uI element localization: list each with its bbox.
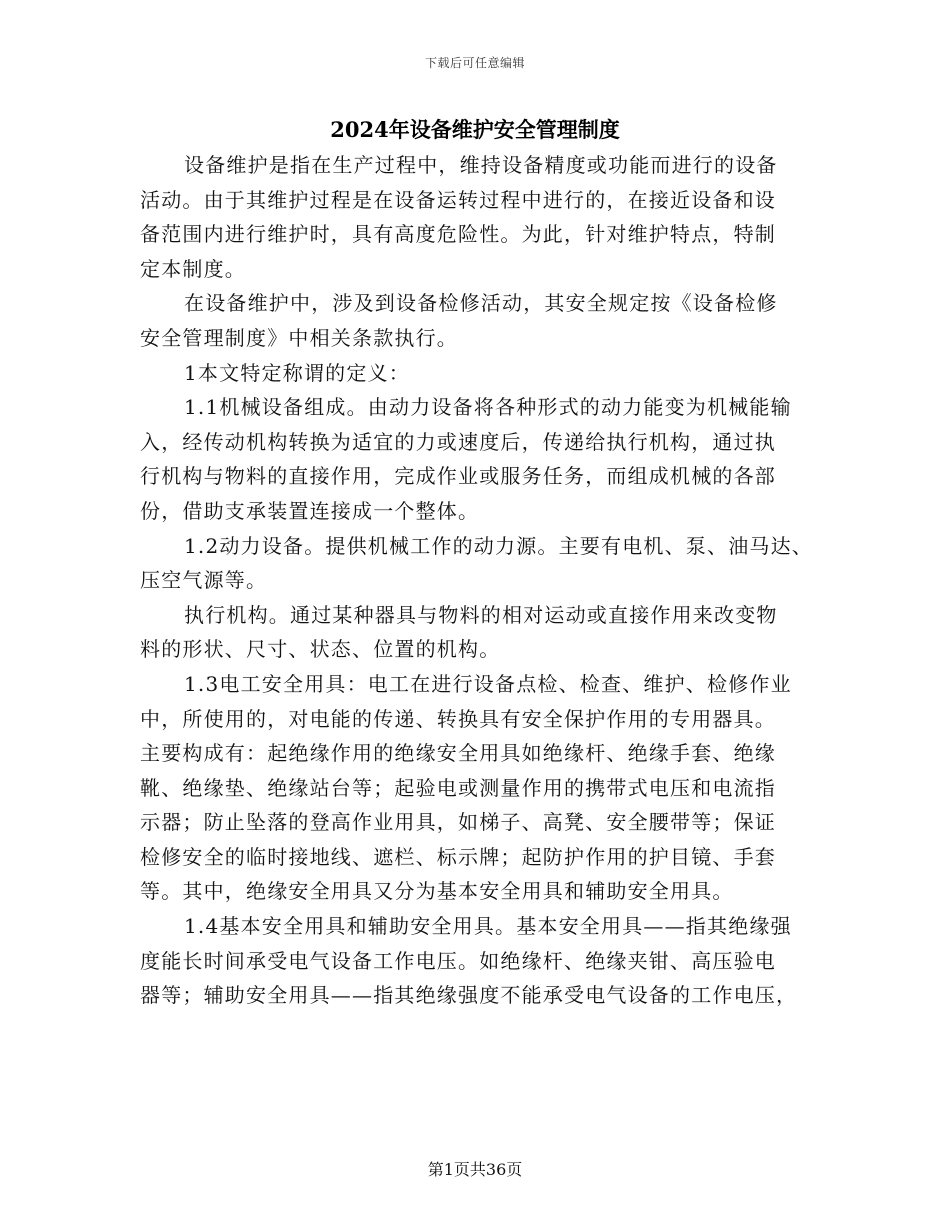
body-line: 入，经传动机构转换为适宜的力或速度后，传递给执行机构，通过执: [140, 429, 776, 454]
body-line: 等。其中，绝缘安全用具又分为基本安全用具和辅助安全用具。: [140, 879, 734, 904]
body-line: 中，所使用的，对电能的传递、转换具有安全保护作用的专用器具。: [140, 706, 776, 731]
body-line: 设备维护是指在生产过程中，维持设备精度或功能而进行的设备: [184, 153, 778, 177]
body-line: 主要构成有：起绝缘作用的绝缘安全用具如绝缘杆、绝缘手套、绝缘: [140, 741, 776, 766]
body-line: 执行机构。通过某种器具与物料的相对运动或直接作用来改变物: [184, 602, 778, 627]
body-line: 1.4基本安全用具和辅助安全用具。基本安全用具——指其绝缘强: [184, 914, 792, 939]
page-footer: 第1页共36页: [427, 1160, 523, 1179]
body-line: 1.2动力设备。提供机械工作的动力源。主要有电机、泵、油马达、: [184, 533, 814, 558]
body-line: 靴、绝缘垫、绝缘站台等；起验电或测量作用的携带式电压和电流指: [140, 775, 776, 800]
body-line: 备范围内进行维护时，具有高度危险性。为此，针对维护特点，特制: [140, 222, 776, 247]
body-line: 1.1机械设备组成。由动力设备将各种形式的动力能变为机械能输: [184, 395, 792, 420]
body-line: 示器；防止坠落的登高作业用具，如梯子、高凳、安全腰带等；保证: [140, 810, 776, 835]
header-note: 下载后可任意编辑: [424, 56, 525, 70]
body-line: 份，借助支承装置连接成一个整体。: [140, 498, 480, 523]
body-line: 压空气源等。: [140, 568, 268, 593]
body-line: 行机构与物料的直接作用，完成作业或服务任务，而组成机械的各部: [140, 464, 776, 489]
document-title: 2024年设备维护安全管理制度: [330, 117, 620, 142]
body-line: 1本文特定称谓的定义：: [184, 360, 410, 385]
body-line: 安全管理制度》中相关条款执行。: [140, 325, 458, 350]
body-line: 器等；辅助安全用具——指其绝缘强度不能承受电气设备的工作电压，: [140, 983, 798, 1008]
body-line: 在设备维护中，涉及到设备检修活动，其安全规定按《设备检修: [184, 291, 778, 316]
body-line: 活动。由于其维护过程是在设备运转过程中进行的，在接近设备和设: [140, 187, 776, 212]
document-body: [140, 148, 820, 1013]
body-line: 度能长时间承受电气设备工作电压。如绝缘杆、绝缘夹钳、高压验电: [140, 948, 776, 973]
body-line: 1.3电工安全用具：电工在进行设备点检、检查、维护、检修作业: [184, 671, 792, 696]
body-line: 检修安全的临时接地线、遮栏、标示牌；起防护作用的护目镜、手套: [140, 844, 776, 869]
body-line: 料的形状、尺寸、状态、位置的机构。: [140, 637, 501, 662]
body-line: 定本制度。: [140, 256, 246, 281]
